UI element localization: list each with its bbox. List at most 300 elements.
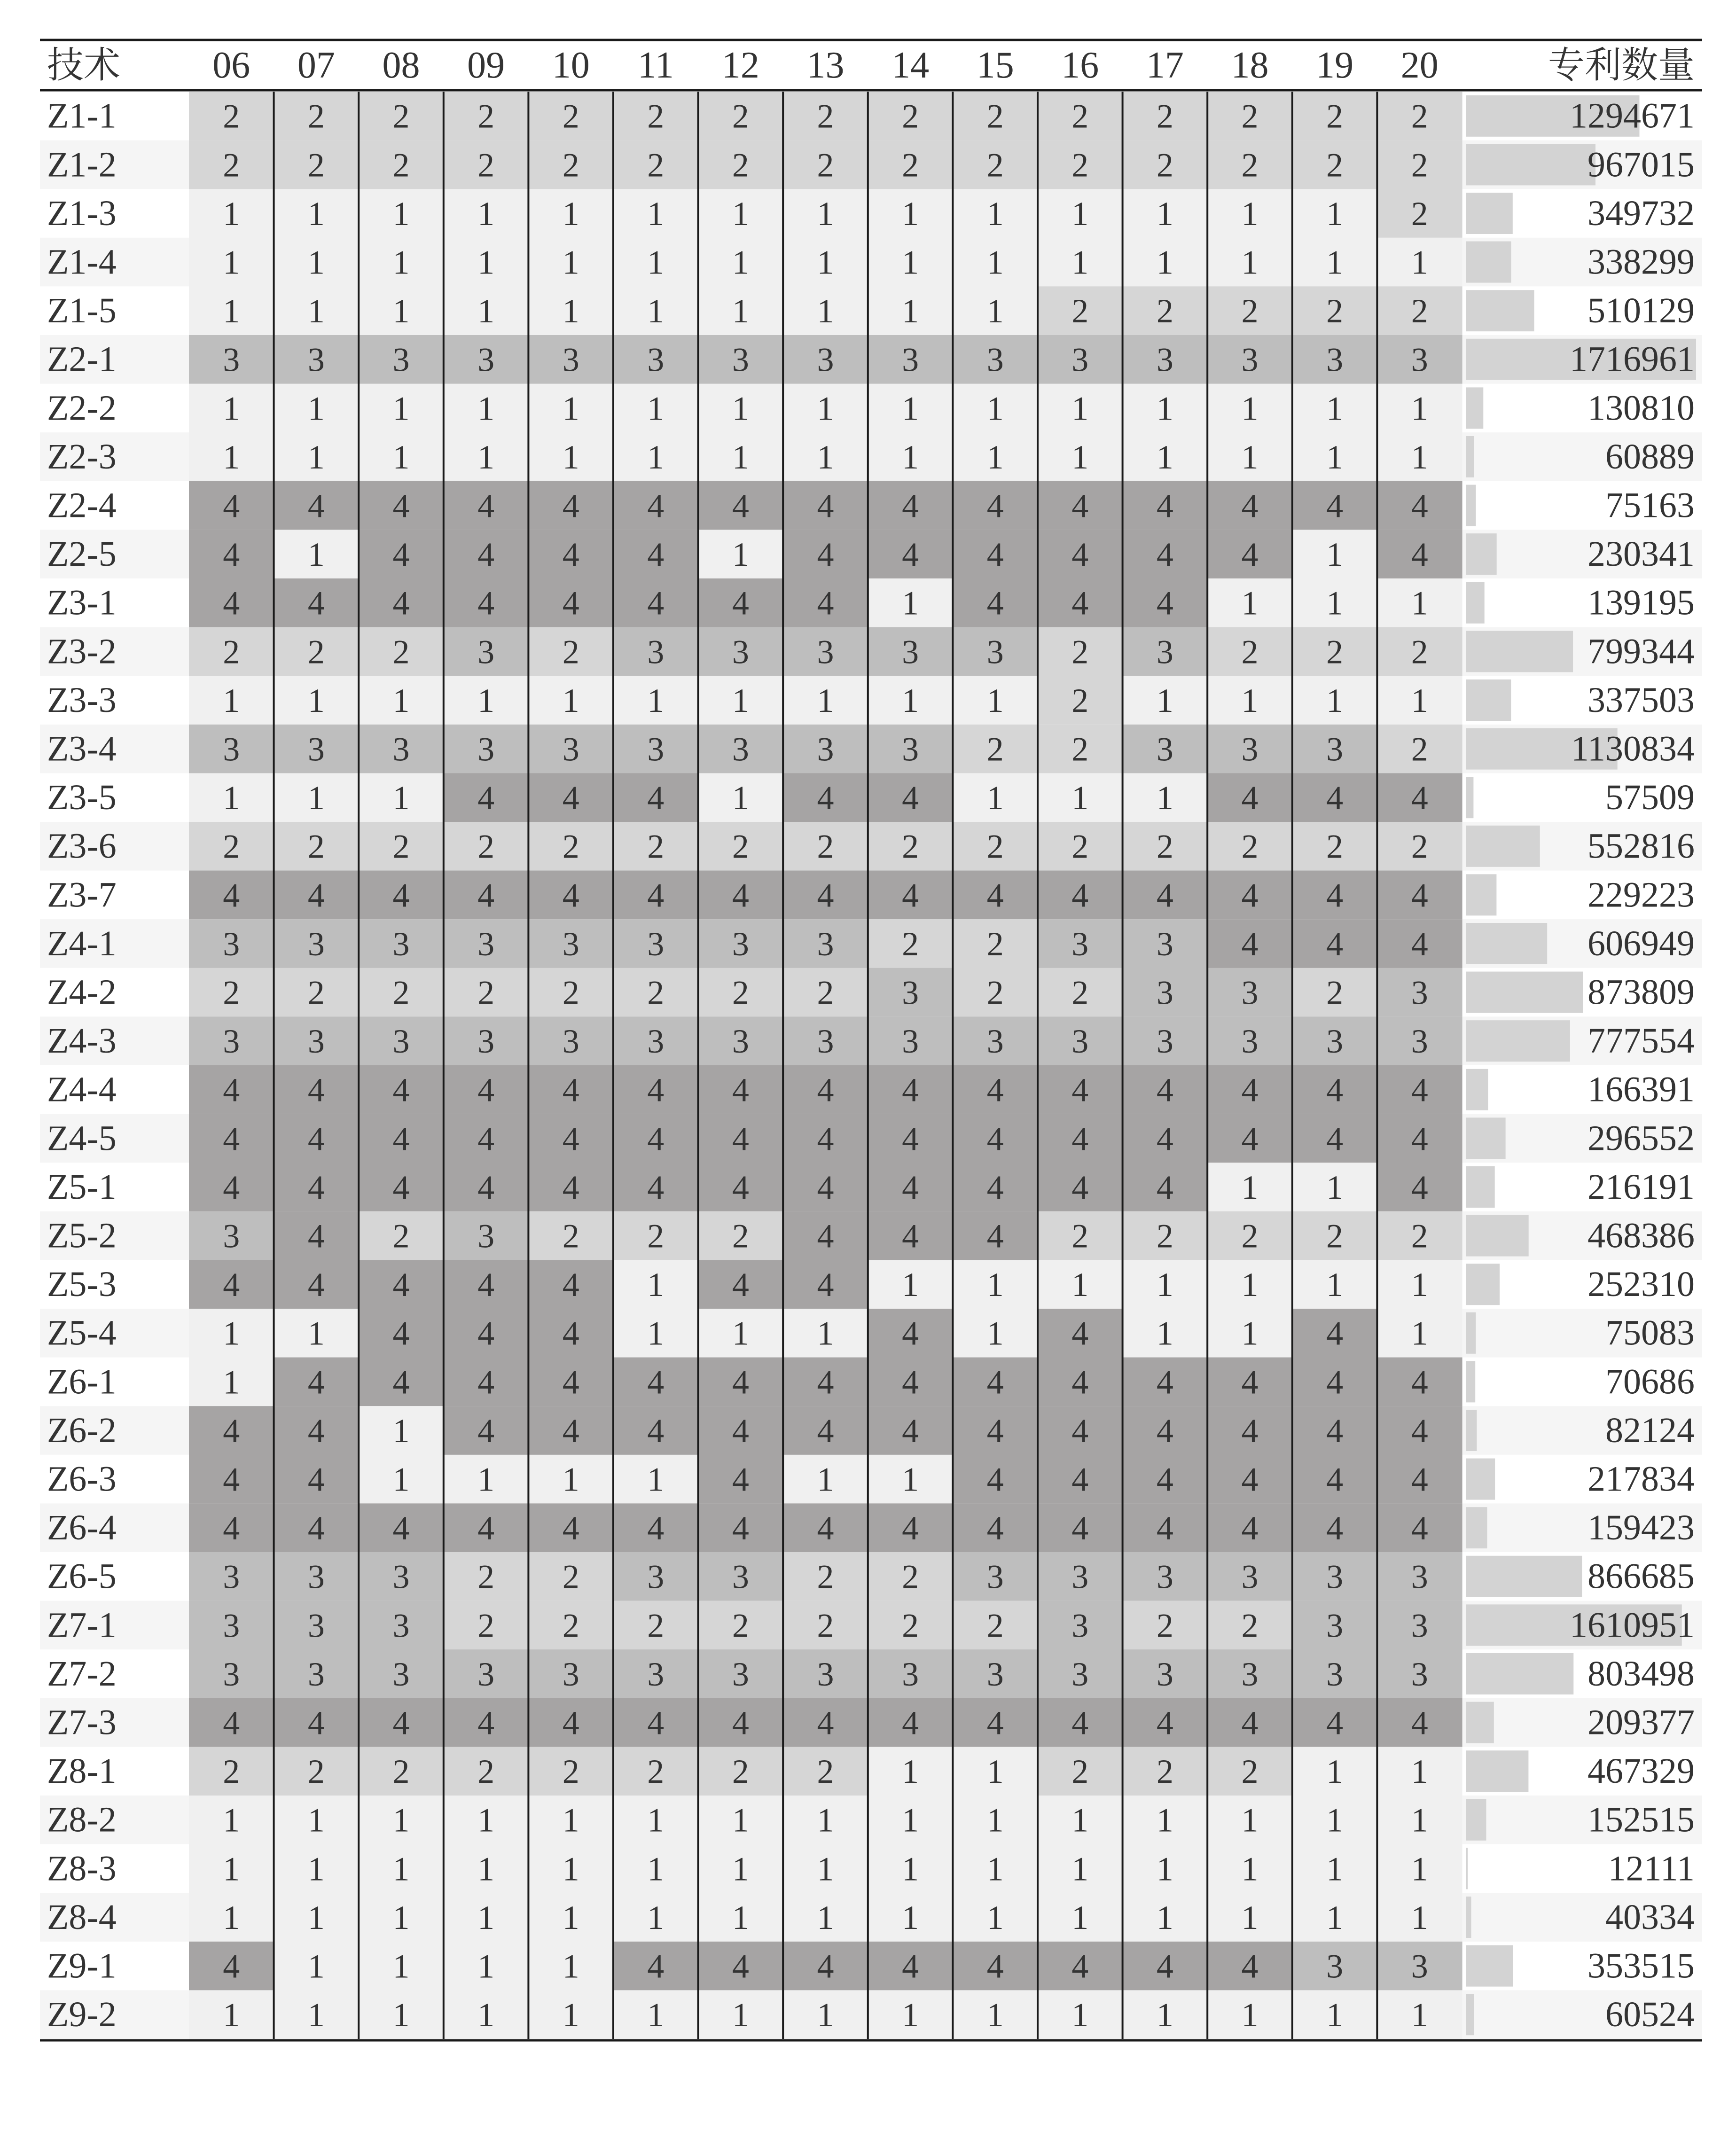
cell-value: 1 xyxy=(732,390,749,428)
cell-value: 2 xyxy=(902,1607,919,1645)
cell-value: 1 xyxy=(732,681,749,719)
cell-value: 1 xyxy=(1411,1801,1428,1839)
cell-value: 4 xyxy=(223,487,240,525)
patent-count: 159423 xyxy=(1587,1508,1695,1548)
cell-value: 3 xyxy=(1156,1558,1173,1596)
cell-value: 2 xyxy=(1071,681,1089,719)
cell-value: 1 xyxy=(307,292,325,330)
cell-value: 4 xyxy=(1156,1947,1173,1985)
patent-count: 57509 xyxy=(1605,778,1695,818)
cell-value: 1 xyxy=(902,292,919,330)
cell-value: 3 xyxy=(1411,1947,1428,1985)
cell-value: 4 xyxy=(817,536,834,574)
cell-value: 4 xyxy=(1411,1704,1428,1742)
cell-value: 2 xyxy=(1326,146,1344,184)
cell-value: 4 xyxy=(817,779,834,817)
patent-count: 338299 xyxy=(1587,242,1695,282)
cell-value: 1 xyxy=(477,1898,495,1936)
cell-value: 4 xyxy=(817,1509,834,1547)
cell-value: 1 xyxy=(1071,1996,1089,2034)
cell-value: 4 xyxy=(647,1509,665,1547)
cell-value: 4 xyxy=(732,487,749,525)
cell-value: 1 xyxy=(1411,1996,1428,2034)
count-bar xyxy=(1466,1459,1495,1500)
cell-value: 4 xyxy=(477,779,495,817)
cell-value: 2 xyxy=(902,828,919,866)
cell-value: 2 xyxy=(562,828,579,866)
cell-value: 1 xyxy=(1411,243,1428,281)
row-label: Z6-2 xyxy=(47,1410,117,1450)
cell-value: 2 xyxy=(392,97,410,135)
cell-value: 2 xyxy=(1241,1753,1259,1791)
cell-value: 1 xyxy=(817,1898,834,1936)
cell-value: 4 xyxy=(986,1460,1004,1499)
cell-value: 4 xyxy=(732,1266,749,1304)
cell-value: 3 xyxy=(1241,730,1259,768)
cell-value: 2 xyxy=(307,97,325,135)
cell-value: 1 xyxy=(732,1996,749,2034)
cell-value: 1 xyxy=(1326,195,1344,233)
column-header-14: 14 xyxy=(891,45,930,86)
patent-count: 552816 xyxy=(1587,826,1695,866)
cell-value: 2 xyxy=(562,1607,579,1645)
patent-count: 510129 xyxy=(1587,291,1695,331)
cell-value: 4 xyxy=(817,876,834,914)
row-label: Z3-7 xyxy=(47,875,117,915)
cell-value: 1 xyxy=(477,195,495,233)
cell-value: 3 xyxy=(732,1558,749,1596)
row-label: Z2-3 xyxy=(47,437,117,476)
patent-count: 229223 xyxy=(1587,875,1695,915)
cell-value: 1 xyxy=(986,1314,1004,1352)
cell-value: 3 xyxy=(1071,1023,1089,1061)
cell-value: 4 xyxy=(902,876,919,914)
cell-value: 4 xyxy=(1241,1412,1259,1450)
cell-value: 1 xyxy=(902,1753,919,1791)
cell-value: 3 xyxy=(1411,1023,1428,1061)
cell-value: 2 xyxy=(307,1753,325,1791)
cell-value: 3 xyxy=(307,730,325,768)
cell-value: 2 xyxy=(1071,292,1089,330)
row-label: Z1-2 xyxy=(47,145,117,185)
cell-value: 3 xyxy=(732,1655,749,1693)
cell-value: 4 xyxy=(1071,1509,1089,1547)
row-label: Z3-1 xyxy=(47,583,117,623)
cell-value: 2 xyxy=(223,633,240,671)
cell-value: 3 xyxy=(1241,1023,1259,1061)
cell-value: 1 xyxy=(1241,1850,1259,1888)
count-bar xyxy=(1466,1945,1513,1987)
cell-value: 4 xyxy=(392,584,410,622)
row-label: Z1-5 xyxy=(47,291,117,331)
cell-value: 1 xyxy=(986,1753,1004,1791)
cell-value: 1 xyxy=(1411,1266,1428,1304)
cell-value: 4 xyxy=(1156,1071,1173,1109)
cell-value: 1 xyxy=(986,1898,1004,1936)
row-label: Z2-4 xyxy=(47,485,117,525)
cell-value: 3 xyxy=(1326,1023,1344,1061)
cell-value: 4 xyxy=(1241,536,1259,574)
cell-value: 1 xyxy=(562,243,579,281)
header-count-label: 专利数量 xyxy=(1548,45,1695,86)
cell-value: 4 xyxy=(562,1071,579,1109)
cell-value: 2 xyxy=(817,1607,834,1645)
cell-value: 3 xyxy=(477,730,495,768)
cell-value: 3 xyxy=(902,341,919,379)
cell-value: 1 xyxy=(647,292,665,330)
cell-value: 1 xyxy=(477,292,495,330)
cell-value: 4 xyxy=(1241,1704,1259,1742)
cell-value: 3 xyxy=(1071,925,1089,963)
cell-value: 2 xyxy=(1071,1753,1089,1791)
cell-value: 1 xyxy=(307,1801,325,1839)
cell-value: 2 xyxy=(392,633,410,671)
cell-value: 4 xyxy=(1241,876,1259,914)
cell-value: 4 xyxy=(817,1947,834,1985)
count-bar xyxy=(1466,826,1540,867)
cell-value: 4 xyxy=(223,1509,240,1547)
cell-value: 3 xyxy=(647,1558,665,1596)
cell-value: 4 xyxy=(1241,1947,1259,1985)
patent-count: 799344 xyxy=(1587,632,1695,671)
cell-value: 2 xyxy=(223,828,240,866)
row-label: Z5-3 xyxy=(47,1265,117,1304)
cell-value: 4 xyxy=(986,487,1004,525)
count-bar xyxy=(1466,387,1483,429)
row-label: Z4-5 xyxy=(47,1118,117,1158)
cell-value: 2 xyxy=(477,1753,495,1791)
cell-value: 2 xyxy=(902,97,919,135)
cell-value: 4 xyxy=(562,1314,579,1352)
cell-value: 4 xyxy=(307,1412,325,1450)
cell-value: 1 xyxy=(1326,243,1344,281)
cell-value: 2 xyxy=(477,146,495,184)
cell-value: 4 xyxy=(1241,779,1259,817)
column-header-11: 11 xyxy=(637,45,674,86)
cell-value: 2 xyxy=(1156,146,1173,184)
cell-value: 4 xyxy=(732,1704,749,1742)
cell-value: 2 xyxy=(1241,1607,1259,1645)
cell-value: 4 xyxy=(1156,1120,1173,1158)
cell-value: 4 xyxy=(307,1266,325,1304)
cell-value: 1 xyxy=(1241,390,1259,428)
cell-value: 2 xyxy=(817,97,834,135)
cell-value: 4 xyxy=(223,1071,240,1109)
cell-value: 4 xyxy=(392,536,410,574)
cell-value: 3 xyxy=(477,1655,495,1693)
cell-value: 1 xyxy=(562,438,579,476)
cell-value: 2 xyxy=(986,828,1004,866)
count-bar xyxy=(1466,242,1511,283)
cell-value: 1 xyxy=(477,390,495,428)
cell-value: 1 xyxy=(986,390,1004,428)
patent-count: 217834 xyxy=(1587,1459,1695,1499)
cell-value: 3 xyxy=(1326,1558,1344,1596)
cell-value: 1 xyxy=(307,1947,325,1985)
cell-value: 2 xyxy=(1411,1217,1428,1255)
cell-value: 2 xyxy=(817,1558,834,1596)
cell-value: 4 xyxy=(817,1704,834,1742)
cell-value: 3 xyxy=(986,1655,1004,1693)
cell-value: 3 xyxy=(562,1655,579,1693)
row-label: Z3-5 xyxy=(47,778,117,818)
cell-value: 2 xyxy=(562,146,579,184)
cell-value: 4 xyxy=(392,1704,410,1742)
cell-value: 4 xyxy=(732,1412,749,1450)
cell-value: 4 xyxy=(1241,1509,1259,1547)
cell-value: 3 xyxy=(307,1607,325,1645)
cell-value: 4 xyxy=(307,1120,325,1158)
cell-value: 2 xyxy=(1326,97,1344,135)
cell-value: 3 xyxy=(1071,1558,1089,1596)
cell-value: 3 xyxy=(477,1217,495,1255)
cell-value: 4 xyxy=(817,1217,834,1255)
cell-value: 4 xyxy=(1326,1509,1344,1547)
cell-value: 2 xyxy=(562,1217,579,1255)
cell-value: 2 xyxy=(1411,97,1428,135)
cell-value: 4 xyxy=(477,876,495,914)
cell-value: 1 xyxy=(647,1801,665,1839)
patent-count: 873809 xyxy=(1587,972,1695,1012)
row-label: Z2-2 xyxy=(47,388,117,428)
cell-value: 1 xyxy=(562,195,579,233)
cell-value: 1 xyxy=(477,438,495,476)
cell-value: 3 xyxy=(986,633,1004,671)
cell-value: 4 xyxy=(307,876,325,914)
cell-value: 1 xyxy=(1156,195,1173,233)
cell-value: 4 xyxy=(1326,1363,1344,1401)
cell-value: 3 xyxy=(647,341,665,379)
cell-value: 4 xyxy=(817,1071,834,1109)
cell-value: 4 xyxy=(1411,1363,1428,1401)
cell-value: 4 xyxy=(732,876,749,914)
count-bar xyxy=(1466,777,1473,818)
cell-value: 2 xyxy=(223,974,240,1012)
cell-value: 4 xyxy=(1411,1460,1428,1499)
patent-count: 12111 xyxy=(1608,1849,1695,1889)
cell-value: 1 xyxy=(1241,1314,1259,1352)
cell-value: 4 xyxy=(1071,1363,1089,1401)
cell-value: 2 xyxy=(732,146,749,184)
cell-value: 3 xyxy=(307,341,325,379)
cell-value: 2 xyxy=(223,146,240,184)
cell-value: 2 xyxy=(902,146,919,184)
cell-value: 3 xyxy=(1241,974,1259,1012)
cell-value: 3 xyxy=(307,925,325,963)
cell-value: 1 xyxy=(223,195,240,233)
cell-value: 1 xyxy=(902,1801,919,1839)
cell-value: 2 xyxy=(307,146,325,184)
cell-value: 2 xyxy=(477,1558,495,1596)
cell-value: 1 xyxy=(902,1898,919,1936)
cell-value: 4 xyxy=(223,1460,240,1499)
cell-value: 4 xyxy=(902,1509,919,1547)
cell-value: 4 xyxy=(1156,1412,1173,1450)
cell-value: 3 xyxy=(223,730,240,768)
row-label: Z4-4 xyxy=(47,1070,117,1109)
cell-value: 4 xyxy=(647,1120,665,1158)
cell-value: 2 xyxy=(647,1607,665,1645)
cell-value: 2 xyxy=(1326,292,1344,330)
cell-value: 2 xyxy=(732,828,749,866)
cell-value: 3 xyxy=(307,1023,325,1061)
cell-value: 4 xyxy=(223,584,240,622)
count-bar xyxy=(1466,436,1474,477)
cell-value: 4 xyxy=(392,1071,410,1109)
cell-value: 1 xyxy=(1326,1850,1344,1888)
cell-value: 2 xyxy=(1411,730,1428,768)
cell-value: 1 xyxy=(1326,584,1344,622)
cell-value: 1 xyxy=(392,438,410,476)
count-bar xyxy=(1466,1799,1486,1841)
cell-value: 1 xyxy=(647,438,665,476)
count-bar xyxy=(1466,1750,1528,1792)
cell-value: 3 xyxy=(392,1558,410,1596)
column-header-12: 12 xyxy=(721,45,759,86)
cell-value: 4 xyxy=(477,1168,495,1206)
cell-value: 2 xyxy=(1071,1217,1089,1255)
cell-value: 2 xyxy=(562,633,579,671)
cell-value: 4 xyxy=(1071,1412,1089,1450)
patent-count: 967015 xyxy=(1587,145,1695,185)
cell-value: 1 xyxy=(477,1996,495,2034)
cell-value: 1 xyxy=(1071,1801,1089,1839)
count-bar xyxy=(1466,1556,1582,1597)
cell-value: 4 xyxy=(817,487,834,525)
cell-value: 2 xyxy=(1411,828,1428,866)
cell-value: 2 xyxy=(1071,828,1089,866)
cell-value: 1 xyxy=(223,292,240,330)
patent-count: 166391 xyxy=(1587,1070,1695,1109)
cell-value: 1 xyxy=(392,195,410,233)
row-label: Z6-4 xyxy=(47,1508,117,1548)
patent-count: 296552 xyxy=(1587,1118,1695,1158)
cell-value: 4 xyxy=(562,1412,579,1450)
cell-value: 1 xyxy=(392,1898,410,1936)
cell-value: 2 xyxy=(1241,828,1259,866)
cell-value: 4 xyxy=(1241,925,1259,963)
row-label: Z3-6 xyxy=(47,826,117,866)
cell-value: 3 xyxy=(1411,341,1428,379)
row-label: Z1-1 xyxy=(47,96,117,136)
cell-value: 2 xyxy=(1156,97,1173,135)
cell-value: 4 xyxy=(986,1412,1004,1450)
row-label: Z7-1 xyxy=(47,1605,117,1645)
cell-value: 4 xyxy=(1411,876,1428,914)
cell-value: 2 xyxy=(732,1753,749,1791)
cell-value: 4 xyxy=(223,536,240,574)
cell-value: 1 xyxy=(1411,390,1428,428)
cell-value: 3 xyxy=(1411,1607,1428,1645)
cell-value: 1 xyxy=(392,1850,410,1888)
cell-value: 4 xyxy=(477,487,495,525)
cell-value: 1 xyxy=(1326,1168,1344,1206)
cell-value: 4 xyxy=(902,779,919,817)
cell-value: 3 xyxy=(223,341,240,379)
cell-value: 1 xyxy=(986,1850,1004,1888)
cell-value: 4 xyxy=(1411,1071,1428,1109)
cell-value: 1 xyxy=(1156,1266,1173,1304)
cell-value: 3 xyxy=(223,1023,240,1061)
cell-value: 4 xyxy=(647,1412,665,1450)
cell-value: 4 xyxy=(902,1947,919,1985)
cell-value: 3 xyxy=(817,730,834,768)
cell-value: 1 xyxy=(817,1460,834,1499)
cell-value: 1 xyxy=(307,195,325,233)
count-bar xyxy=(1466,1897,1471,1938)
cell-value: 1 xyxy=(732,438,749,476)
cell-value: 1 xyxy=(647,1996,665,2034)
cell-value: 2 xyxy=(1241,146,1259,184)
count-bar xyxy=(1466,1020,1570,1062)
cell-value: 1 xyxy=(986,1996,1004,2034)
cell-value: 3 xyxy=(477,925,495,963)
cell-value: 2 xyxy=(647,974,665,1012)
cell-value: 1 xyxy=(902,438,919,476)
cell-value: 3 xyxy=(817,1023,834,1061)
cell-value: 3 xyxy=(732,1023,749,1061)
cell-value: 3 xyxy=(1326,1947,1344,1985)
cell-value: 4 xyxy=(223,1120,240,1158)
cell-value: 2 xyxy=(986,97,1004,135)
cell-value: 1 xyxy=(817,243,834,281)
cell-value: 4 xyxy=(732,1509,749,1547)
count-bar xyxy=(1466,1653,1573,1694)
cell-value: 3 xyxy=(562,341,579,379)
cell-value: 4 xyxy=(986,1363,1004,1401)
cell-value: 3 xyxy=(902,633,919,671)
count-bar xyxy=(1466,485,1476,526)
cell-value: 3 xyxy=(1241,341,1259,379)
patent-count: 349732 xyxy=(1587,193,1695,233)
cell-value: 3 xyxy=(732,633,749,671)
cell-value: 1 xyxy=(1326,438,1344,476)
cell-value: 1 xyxy=(902,1460,919,1499)
cell-value: 4 xyxy=(902,1314,919,1352)
cell-value: 2 xyxy=(986,925,1004,963)
cell-value: 4 xyxy=(986,1217,1004,1255)
cell-value: 4 xyxy=(986,536,1004,574)
cell-value: 4 xyxy=(817,1363,834,1401)
patent-count: 1610951 xyxy=(1570,1605,1695,1645)
count-bar xyxy=(1466,290,1534,331)
cell-value: 4 xyxy=(1156,487,1173,525)
cell-value: 3 xyxy=(1241,1558,1259,1596)
cell-value: 1 xyxy=(817,195,834,233)
count-bar xyxy=(1466,1166,1495,1208)
cell-value: 1 xyxy=(1071,195,1089,233)
row-label: Z3-3 xyxy=(47,680,117,720)
cell-value: 1 xyxy=(1326,1996,1344,2034)
cell-value: 1 xyxy=(732,536,749,574)
cell-value: 4 xyxy=(562,536,579,574)
cell-value: 2 xyxy=(986,146,1004,184)
row-label: Z8-4 xyxy=(47,1897,117,1937)
cell-value: 1 xyxy=(1156,681,1173,719)
cell-value: 2 xyxy=(1326,633,1344,671)
cell-value: 2 xyxy=(477,97,495,135)
cell-value: 1 xyxy=(392,681,410,719)
patent-count: 252310 xyxy=(1587,1265,1695,1304)
cell-value: 1 xyxy=(647,1266,665,1304)
count-bar xyxy=(1466,1312,1476,1354)
cell-value: 1 xyxy=(902,195,919,233)
cell-value: 3 xyxy=(817,1655,834,1693)
count-bar xyxy=(1466,1069,1488,1110)
cell-value: 1 xyxy=(902,681,919,719)
cell-value: 4 xyxy=(1326,1460,1344,1499)
cell-value: 1 xyxy=(647,195,665,233)
